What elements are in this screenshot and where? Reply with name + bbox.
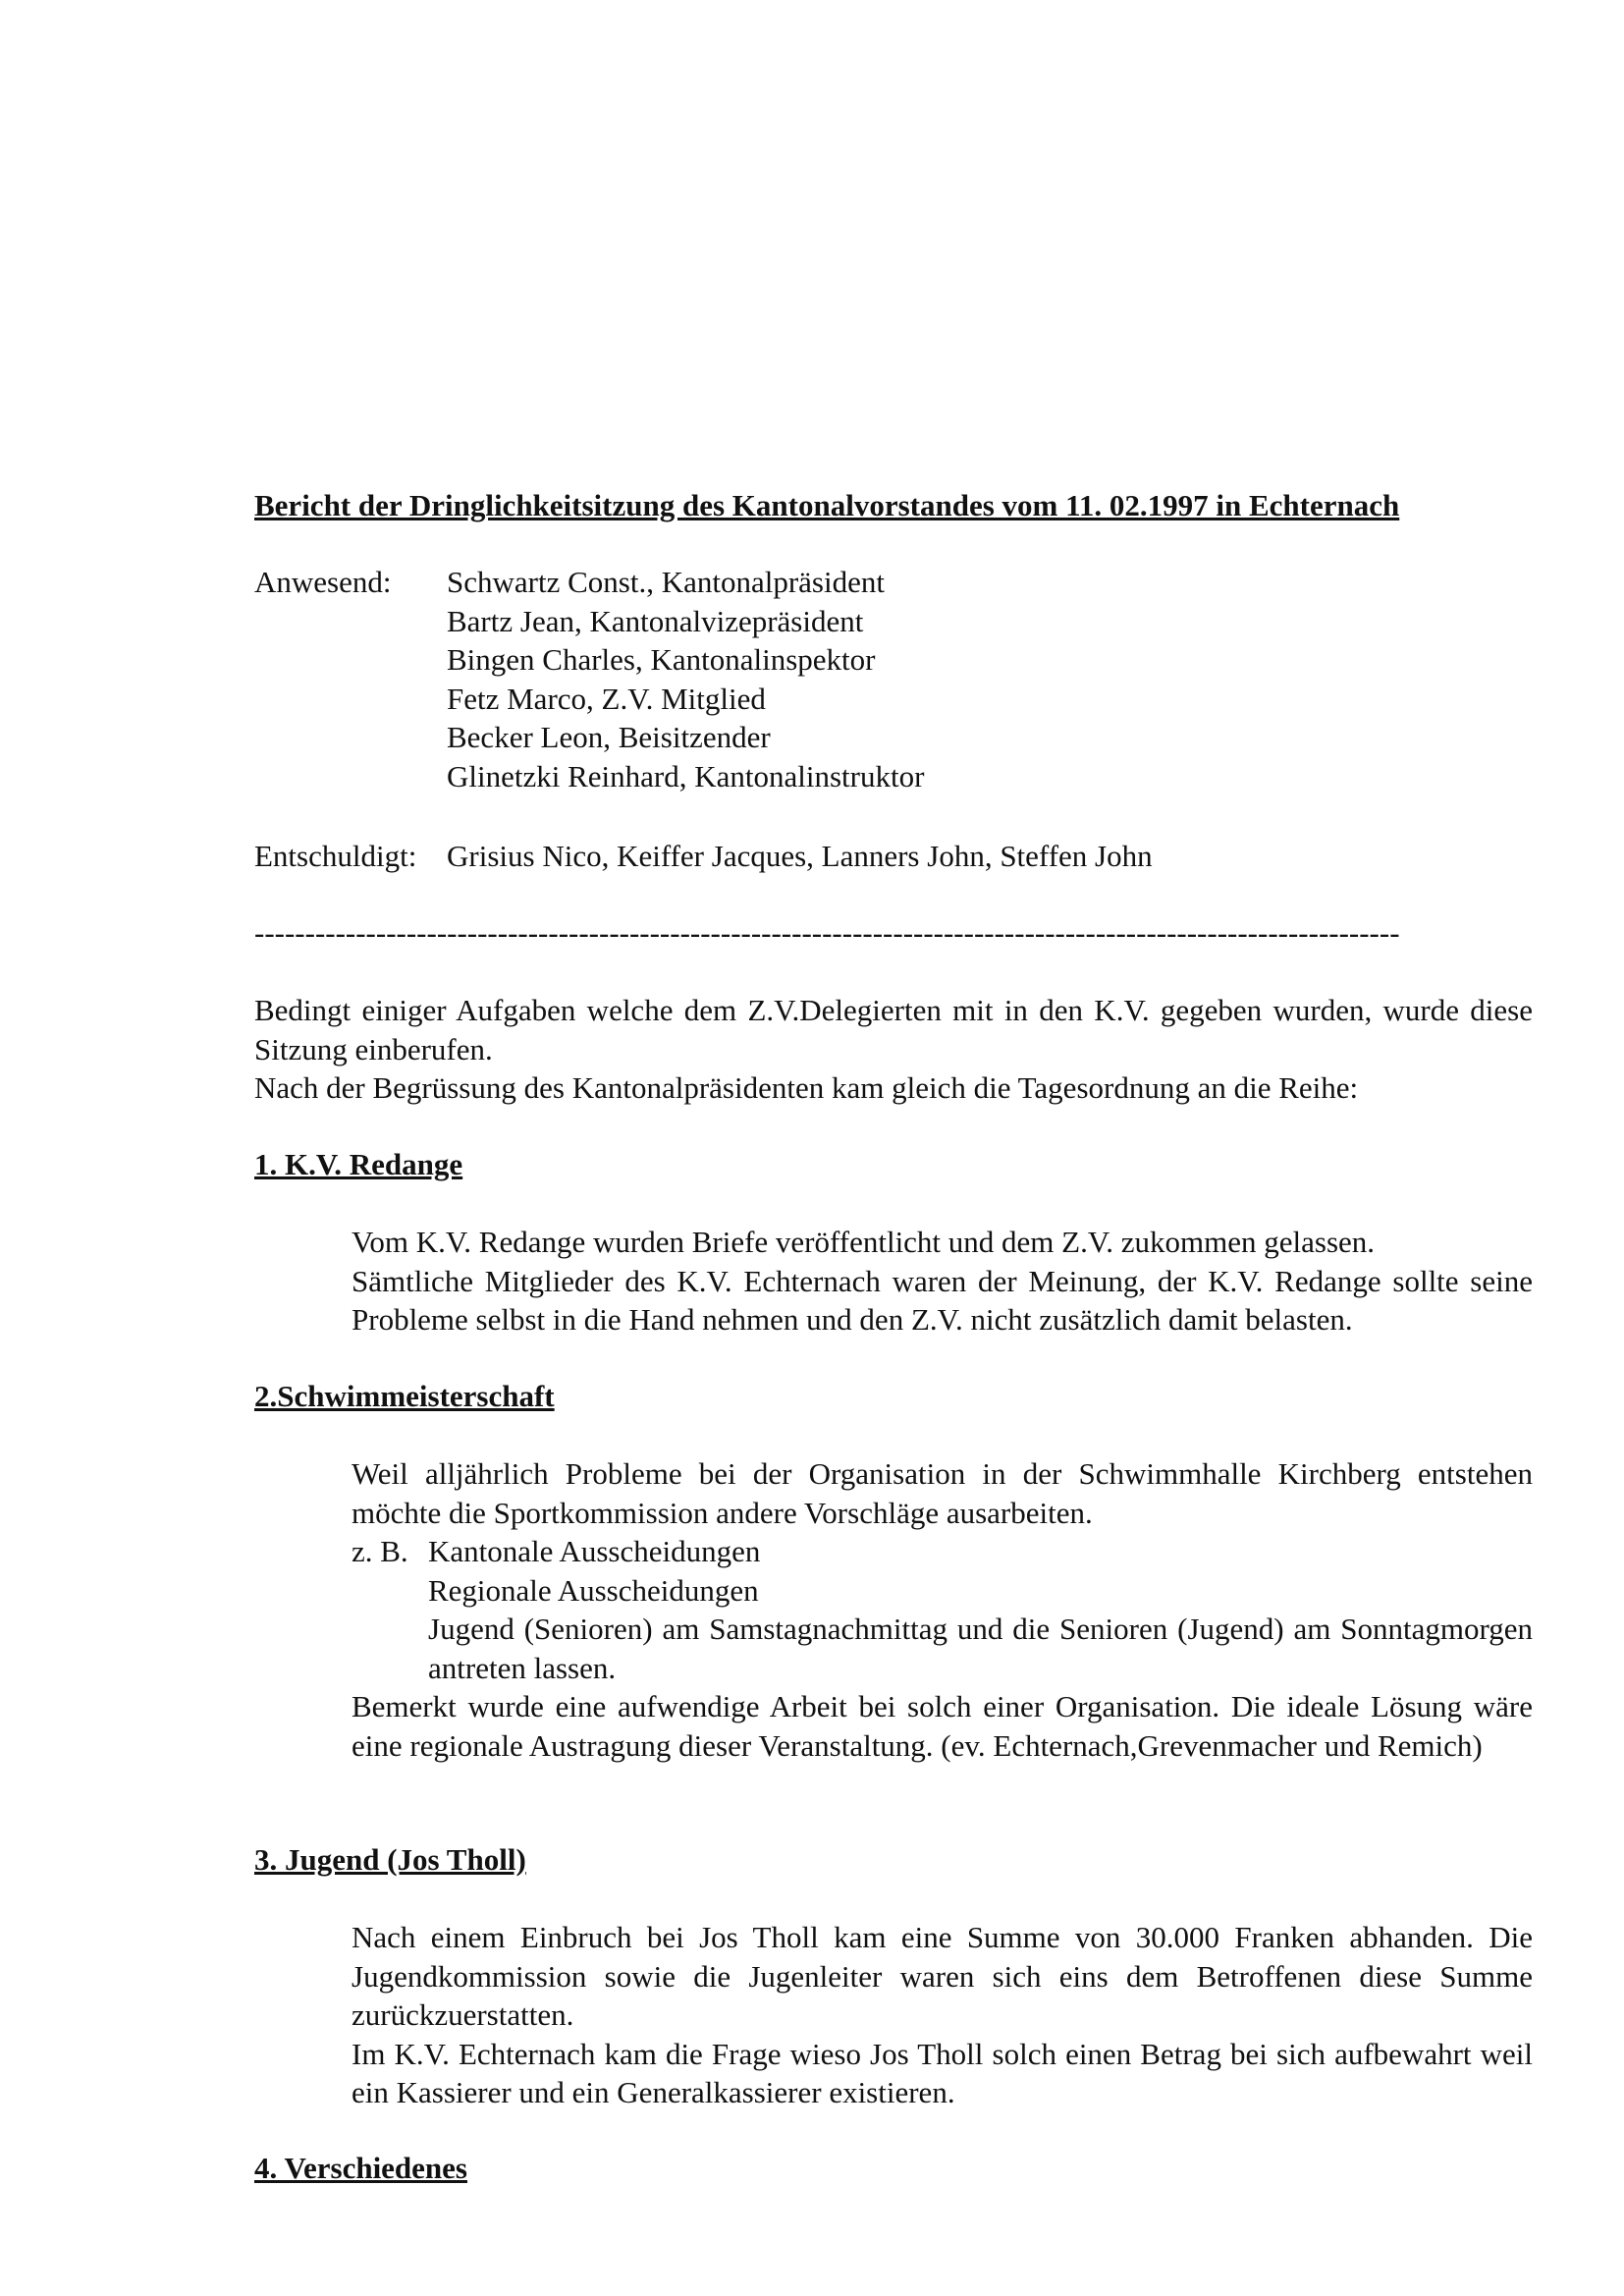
intro-paragraph: Bedingt einiger Aufgaben welche dem Z.V.Delegierten mit in den K.V. gegeben wurden, wurde diese Sitzung einberufen. <box>254 993 1533 1066</box>
section-1-body <box>352 1223 1533 1339</box>
section-2-closing: Bemerkt wurde eine aufwendige Arbeit bei solch einer Organisation. Die ideale Lösung wäre eine regionale Austragung dieser Veranstaltung. (ev. Echternach,Grevenmacher und Remich) <box>352 1689 1533 1763</box>
example-item: Kantonale Ausscheidungen <box>428 1534 761 1568</box>
section-1-heading: 1. K.V. Redange <box>254 1147 463 1181</box>
excused-list: Grisius Nico, Keiffer Jacques, Lanners John, Steffen John <box>447 839 1153 873</box>
section-3-paragraph: Im K.V. Echternach kam die Frage wieso Jos Tholl solch einen Betrag bei sich aufbewahrt weil ein Kassierer und ein Generalkassierer existieren. <box>352 2036 1533 2109</box>
present-member: Bartz Jean, Kantonalvizepräsident <box>447 603 864 638</box>
section-2-paragraph: Weil alljährlich Probleme bei der Organisation in der Schwimmhalle Kirchberg entstehen möchte die Sportkommission andere Vorschläge ausarbeiten. <box>352 1456 1533 1530</box>
example-prefix: z. B. <box>352 1534 408 1568</box>
section-1-paragraph: Vom K.V. Redange wurden Briefe veröffentlicht und dem Z.V. zukommen gelassen. <box>352 1225 1376 1259</box>
document-title: Bericht der Dringlichkeitsitzung des Kantonalvorstandes vom 11. 02.1997 in Echternach <box>254 488 1400 522</box>
separator-line: ----------------------------------------------------------------------------------------------------------------- <box>254 915 1400 950</box>
excused-label: Entschuldigt: <box>254 839 417 873</box>
section-2-body <box>352 1454 1533 1765</box>
intro-paragraph: Nach der Begrüssung des Kantonalpräsidenten kam gleich die Tagesordnung an die Reihe: <box>254 1070 1359 1105</box>
present-member: Becker Leon, Beisitzender <box>447 720 771 754</box>
intro-text <box>254 991 1533 1108</box>
present-member: Schwartz Const., Kantonalpräsident <box>447 565 885 599</box>
section-3-paragraph: Nach einem Einbruch bei Jos Tholl kam eine Summe von 30.000 Franken abhanden. Die Jugendkommission sowie die Jugenleiter waren sich eins dem Betroffenen diese Summe zurückzuerstatten. <box>352 1920 1533 2032</box>
present-list <box>447 563 924 795</box>
section-4-heading: 4. Verschiedenes <box>254 2151 467 2185</box>
present-member: Bingen Charles, Kantonalinspektor <box>447 642 876 677</box>
section-1-paragraph: Sämtliche Mitglieder des K.V. Echternach waren der Meinung, der K.V. Redange sollte seine Probleme selbst in die Hand nehmen und den Z.V. nicht zusätzlich damit belasten. <box>352 1263 1533 1337</box>
example-item: Jugend (Senioren) am Samstagnachmittag und die Senioren (Jugend) am Sonntagmorgen antreten lassen. <box>428 1612 1533 1685</box>
section-3-body <box>352 1918 1533 2112</box>
section-2-examples <box>352 1532 1533 1687</box>
present-member: Fetz Marco, Z.V. Mitglied <box>447 681 766 716</box>
section-3-heading: 3. Jugend (Jos Tholl) <box>254 1842 526 1877</box>
section-2-heading: 2.Schwimmeisterschaft <box>254 1379 555 1413</box>
present-member: Glinetzki Reinhard, Kantonalinstruktor <box>447 758 925 793</box>
example-item: Regionale Ausscheidungen <box>428 1572 759 1608</box>
present-label: Anwesend: <box>254 565 392 599</box>
